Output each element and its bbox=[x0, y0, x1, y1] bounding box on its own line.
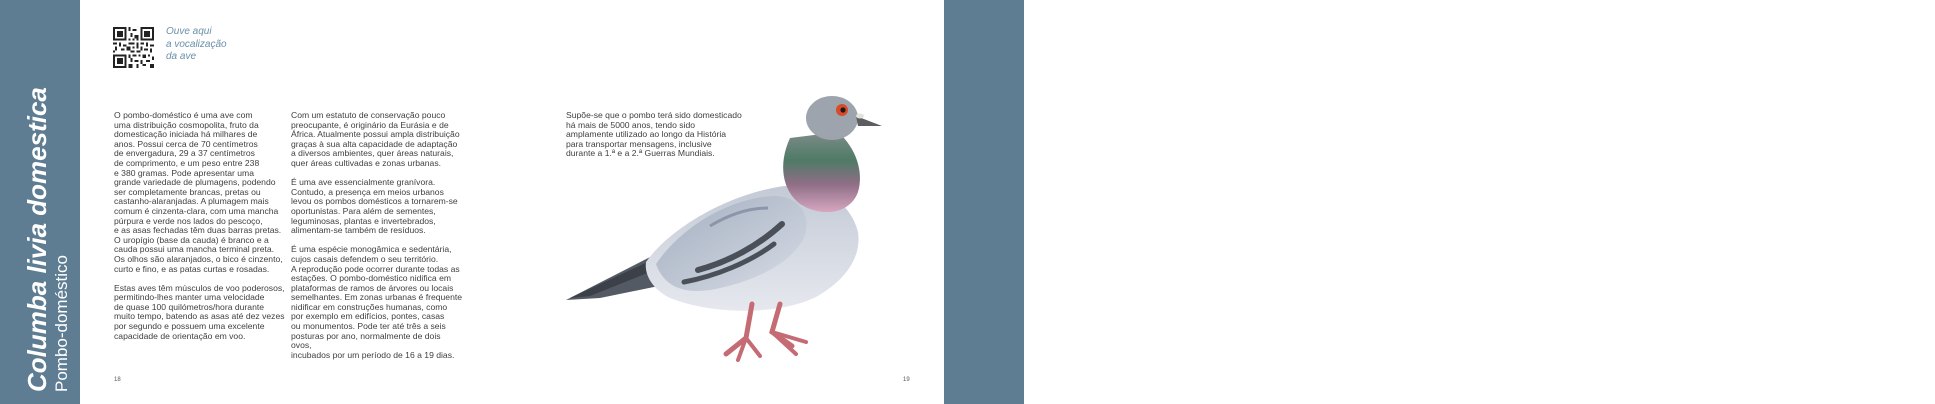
right-sidebar bbox=[944, 0, 1935, 404]
common-name-subtitle: Pombo-doméstico bbox=[52, 254, 71, 392]
paragraph: Supõe-se que o pombo terá sido domesticado há mais de 5000 anos, tendo sido amplamente utilizado ao longo da História para transportar mensagens, inclusive durante a 1.ª e a 2.ª Guerras Mundiais. bbox=[566, 110, 742, 159]
qr-code-icon[interactable] bbox=[113, 27, 154, 68]
text-column-2 bbox=[291, 111, 463, 370]
page-number-right: 19 bbox=[903, 377, 910, 383]
qr-caption-line: da ave bbox=[166, 51, 197, 62]
taxonomy-label: Filo bbox=[1916, 376, 1926, 392]
taxonomy-class bbox=[1925, 343, 1935, 392]
qr-caption[interactable] bbox=[166, 26, 227, 64]
taxonomy-label: Reino bbox=[1907, 368, 1917, 392]
pigeon-illustration bbox=[560, 86, 896, 366]
taxonomy-value: Animal bbox=[1907, 340, 1917, 366]
taxonomy-label: Género bbox=[1925, 238, 1935, 268]
taxonomy-value: Columbidae bbox=[1916, 190, 1926, 237]
paragraph: É uma ave essencialmente granívora. Contudo, a presença em meios urbanos levou os pombos domésticos a tornarem-se oportunistas. Para além de sementes, leguminosas, plantas e invertebrados, alimentam-se também de resíduos. bbox=[291, 177, 458, 236]
left-sidebar bbox=[0, 0, 80, 404]
taxonomy-species bbox=[1907, 118, 1917, 150]
taxonomy-label: Classe bbox=[1925, 364, 1935, 392]
taxonomy-label: Família bbox=[1916, 238, 1926, 268]
scientific-name-title: Columba livia domestica bbox=[22, 87, 52, 392]
taxonomy-value: Aves bbox=[1925, 343, 1935, 363]
qr-caption-line: a vocalização bbox=[166, 38, 227, 50]
taxonomy-genus bbox=[1925, 202, 1935, 268]
paragraph: O pombo-doméstico é uma ave com uma distribuição cosmopolita, fruto da domesticação iniciada há milhares de anos. Possui cerca de 70 centímetros de envergadura, 29 a 37 centímetros de comprimento, e um peso entre 238 e 380 gramas. Pode apresentar uma grande variedade de plumagens, podendo ser completamente brancas, pretas ou castanho-alaranjadas. A plumagem mais comum é cinzenta-clara, com uma mancha púrpura e verde nos lados do pescoço, e as asas fechadas têm duas barras pretas. O uropígio (base da cauda) é branco e a cauda possui uma mancha terminal preta. Os olhos são alaranjados, o bico é cinzento, curto e fino, e as patas curtas e rosadas. bbox=[114, 110, 283, 274]
taxonomy-label: Espécie bbox=[1907, 117, 1917, 150]
taxonomy-value: Columba livia domestica bbox=[1919, 57, 1929, 150]
page-number-left: 18 bbox=[114, 377, 121, 383]
paragraph: É uma espécie monogâmica e sedentária, cujos casais defendem o seu território. A reprodução pode ocorrer durante todas as estações. O pombo-doméstico nidifica em plataformas de ramos de árvores ou locais semelhantes. Em zonas urbanas é frequente nidificar em construções humanas, como por exemplo em edifícios, pontes, casas ou monumentos. Pode ter até três a seis posturas por ano, normalmente de dois ovos, incubados por um período de 16 a 19 dias. bbox=[291, 244, 463, 360]
taxonomy-value: Columbiformes bbox=[1907, 181, 1917, 239]
paragraph: Com um estatuto de conservação pouco preocupante, é originário da Eurásia e de África. Atualmente possui ampla distribuição graças à sua alta capacidade de adaptação a diversos ambientes, quer áreas naturais, quer áreas cultivadas e zonas urbanas. bbox=[291, 110, 460, 168]
taxonomy-value: Chordata bbox=[1916, 339, 1926, 375]
taxonomy-value: Columba bbox=[1925, 201, 1935, 236]
qr-caption-line: Ouve aqui bbox=[166, 26, 212, 37]
taxonomy-label: Ordem bbox=[1907, 240, 1917, 268]
taxonomy-species-value bbox=[1919, 58, 1929, 150]
text-column-1 bbox=[114, 111, 286, 351]
paragraph: Estas aves têm músculos de voo poderosos, permitindo-lhes manter uma velocidade de quase 100 quilómetros/hora durante muito tempo, batendo as asas até dez vezes por segundo e possuem uma excelente capacidade de orientação em voo. bbox=[114, 282, 285, 341]
